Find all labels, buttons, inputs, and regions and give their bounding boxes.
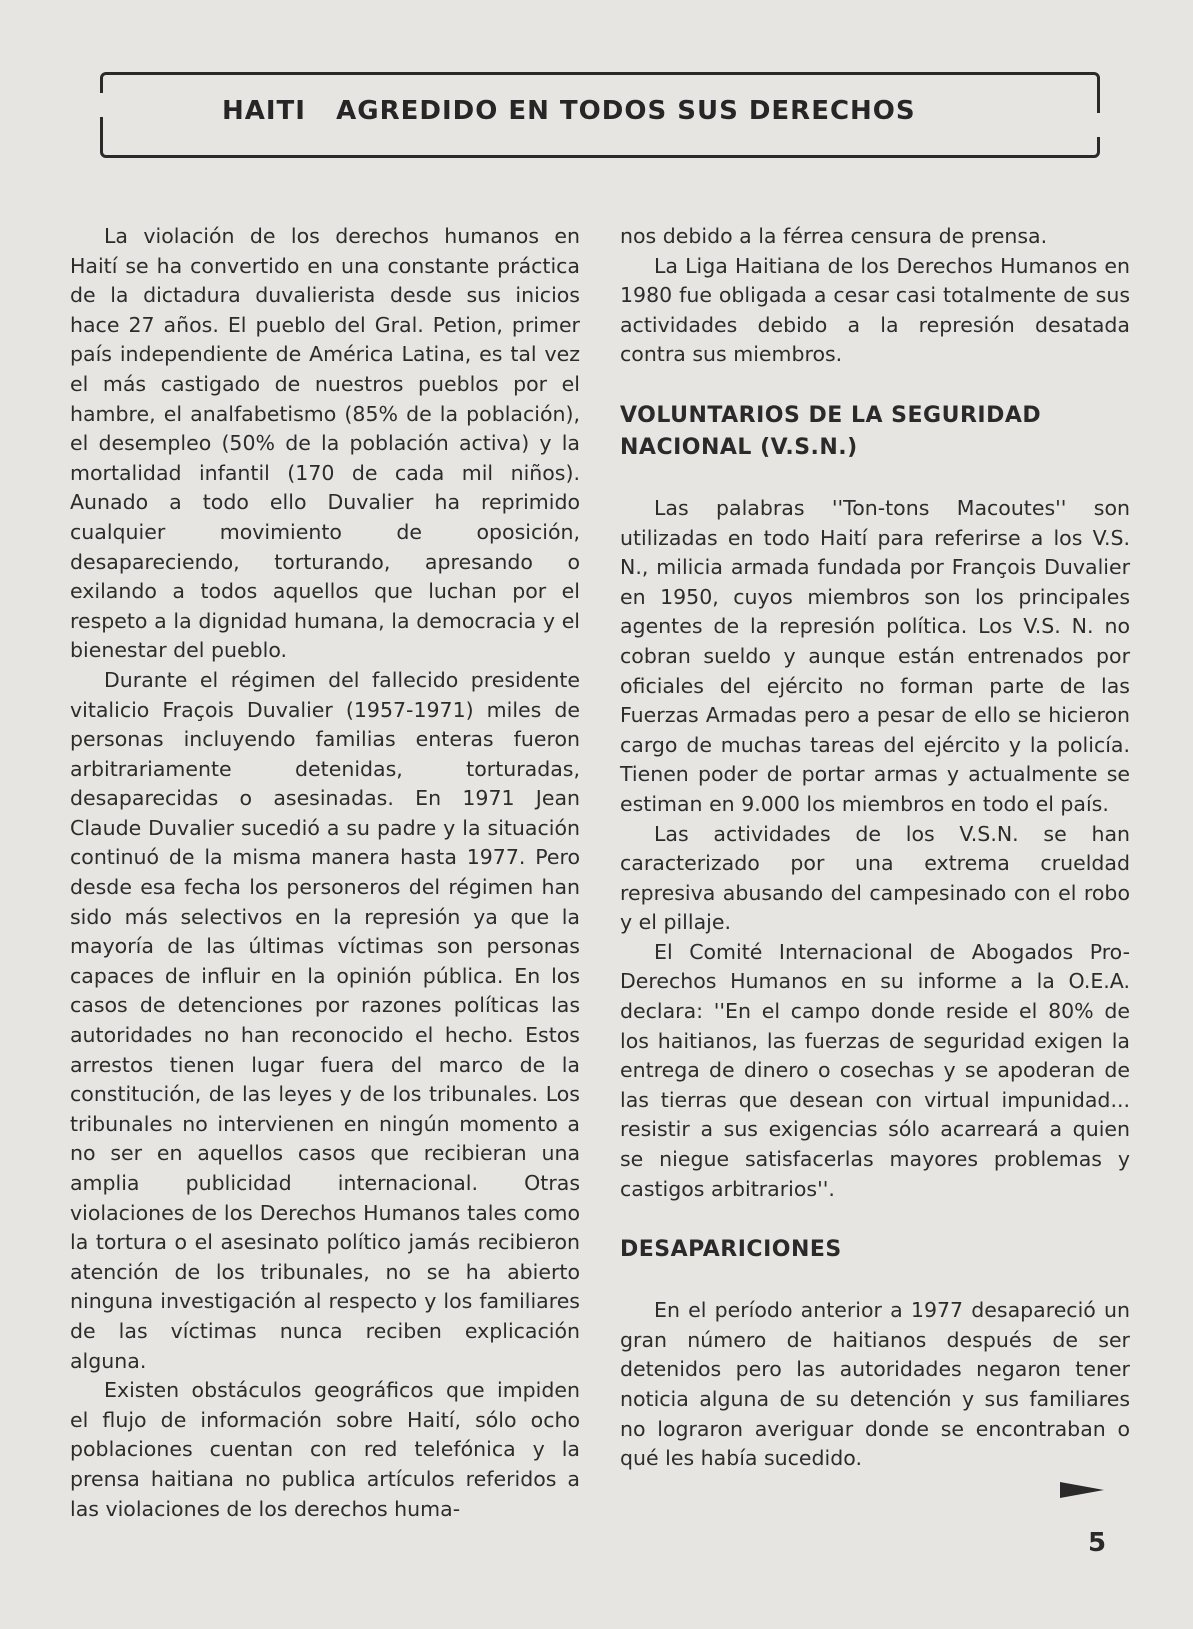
- paragraph: nos debido a la férrea censura de prensa.: [620, 224, 1048, 248]
- paragraph: Las palabras ''Ton-tons Macoutes'' son utilizadas en todo Haití para referirse a los V.S. N., milicia armada fundada por François Duvalier en 1950, cuyos miembros son los principales agentes de la represión política. Los V.S. N. no cobran sueldo y aunque están entrenados por oficiales del ejército no forman parte de las Fuerzas Armadas pero a pesar de ello se hicieron cargo de muchas tareas del ejército y la policía. Tienen poder de portar armas y actualmente se estiman en 9.000 los miembros en todo el país.: [620, 495, 1130, 816]
- page-title: HAITI AGREDIDO EN TODOS SUS DERECHOS: [222, 96, 916, 126]
- section-heading-vsn: VOLUNTARIOS DE LA SEGURIDAD NACIONAL (V.S.N.): [620, 402, 1042, 460]
- paragraph: El Comité Internacional de Abogados Pro-Derechos Humanos en su informe a la O.E.A. declara: ''En el campo donde reside el 80% de los haitianos, las fuerzas de seguridad exigen la entrega de dinero o cosechas y se apoderan de las tierras que desean con virtual impunidad... resistir a sus exigencias sólo acarreará a quien se niegue satisfacerlas mayores problemas y castigos arbitrarios''.: [620, 939, 1130, 1201]
- page-number: 5: [1088, 1528, 1107, 1558]
- paragraph: La Liga Haitiana de los Derechos Humanos en 1980 fue obligada a cesar casi totalmente de sus actividades debido a la represión desatada contra sus miembros.: [620, 253, 1130, 367]
- paragraph: Existen obstáculos geográficos que impiden el flujo de información sobre Haití, sólo ocho poblaciones cuentan con red telefónica y la prensa haitiana no publica artículos referidos a las violaciones de los derechos huma-: [70, 1378, 580, 1521]
- right-arrow-icon: [1060, 1482, 1104, 1498]
- section-heading-desapariciones: DESAPARICIONES: [620, 1237, 842, 1263]
- paragraph: Las actividades de los V.S.N. se han caracterizado por una extrema crueldad represiva abusando del campesinado con el robo y el pillaje.: [620, 821, 1130, 935]
- left-column: [70, 222, 580, 1524]
- paragraph: En el período anterior a 1977 desapareció un gran número de haitianos después de ser detenidos pero las autoridades negaron tener noticia alguna de su detención y sus familiares no lograron averiguar donde se encontraban o qué les había sucedido.: [620, 1298, 1130, 1471]
- paragraph: La violación de los derechos humanos en Haití se ha convertido en una constante práctica de la dictadura duvalierista desde sus inicios hace 27 años. El pueblo del Gral. Petion, primer país independiente de América Latina, es tal vez el más castigado de nuestros pueblos por el hambre, el analfabetismo (85% de la población), el desempleo (50% de la población activa) y la mortalidad infantil (170 de cada mil niños). Aunado a todo ello Duvalier ha reprimido cualquier movimiento de oposición, desapareciendo, torturando, apresando o exilando a todos aquellos que luchan por el respeto a la dignidad humana, la democracia y el bienestar del pueblo.: [70, 224, 580, 663]
- paragraph: Durante el régimen del fallecido presidente vitalicio Fraçois Duvalier (1957-1971) miles de personas incluyendo familias enteras fueron arbitrariamente detenidas, torturadas, desaparecidas o asesinadas. En 1971 Jean Claude Duvalier sucedió a su padre y la situación continuó de la misma manera hasta 1977. Pero desde esa fecha los personeros del régimen han sido más selectivos en la represión ya que la mayoría de las últimas víctimas son personas capaces de influir en la opinión pública. En los casos de detenciones por razones políticas las autoridades no han reconocido el hecho. Estos arrestos tienen lugar fuera del marco de la constitución, de las leyes y de los tribunales. Los tribunales no intervienen en ningún momento a no ser en aquellos casos que recibieran una amplia publicidad internacional. Otras violaciones de los Derechos Humanos tales como la tortura o el asesinato político jamás recibieron atención de los tribunales, no se ha abierto ninguna investigación al respecto y los familiares de las víctimas nunca reciben explicación alguna.: [70, 667, 580, 1373]
- right-column: [620, 222, 1130, 1474]
